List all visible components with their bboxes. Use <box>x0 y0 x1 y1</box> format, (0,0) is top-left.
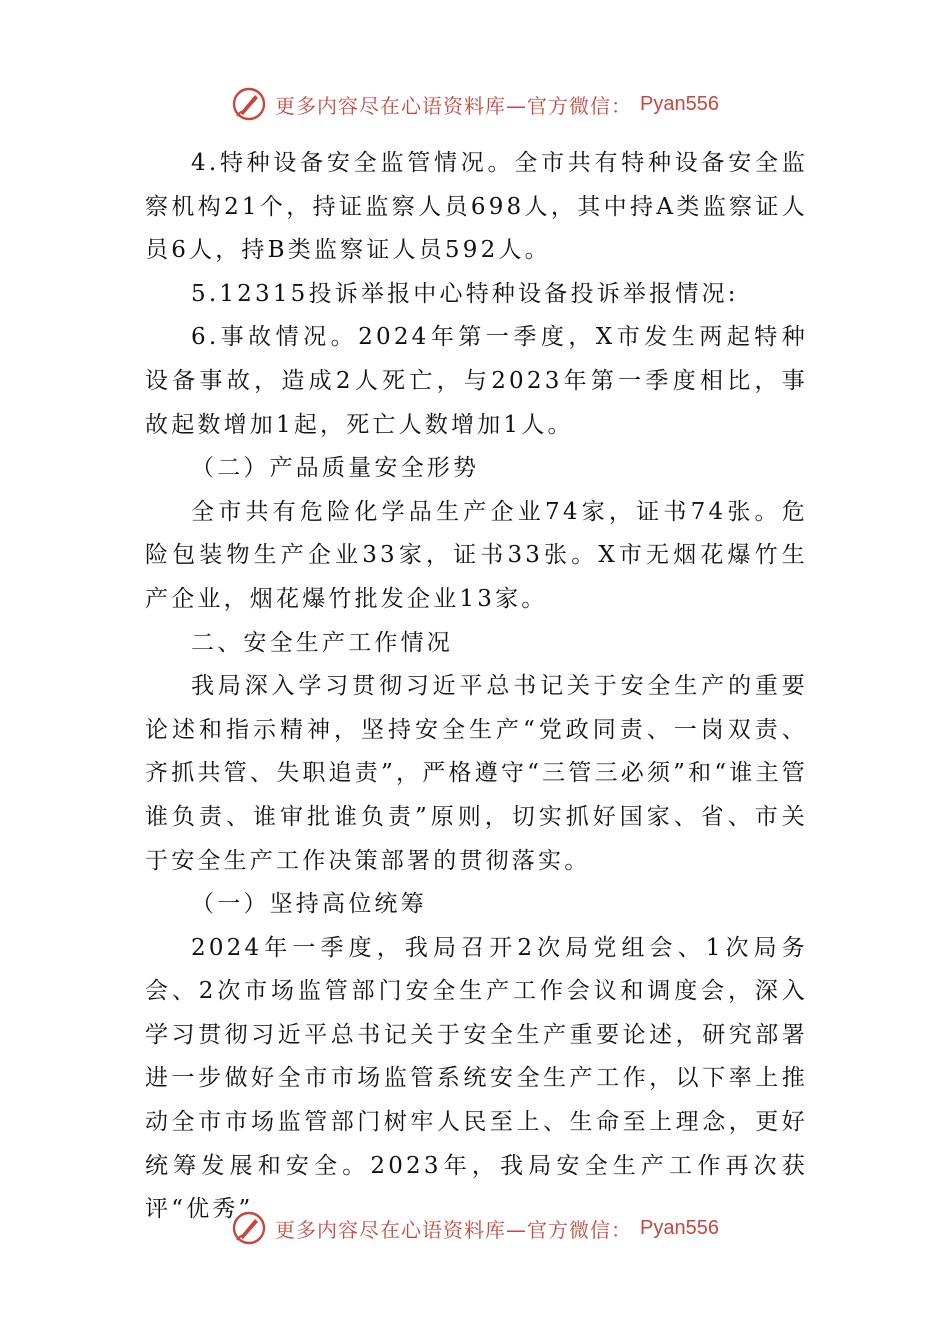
section-heading-coordination: （一）坚持高位统筹 <box>191 891 427 918</box>
paragraph-meetings: 2024年一季度，我局召开2次局党组会、1次局务会、2次市场监管部门安全生产工作会议和调度会，深入学习贯彻习近平总书记关于安全生产重要论述，研究部署进一步做好全市市场监管系统安全生产工作，以下率上推动全市市场监管部门树牢人民至上、生命至上理念，更好统筹发展和安全。2023年，我局安全生产工作再次获评“优秀” <box>145 934 808 1223</box>
document-body <box>145 142 808 1232</box>
paragraph-complaints: 5.12315投诉举报中心特种设备投诉举报情况: <box>191 280 739 307</box>
section-heading-product-quality: （二）产品质量安全形势 <box>191 455 480 482</box>
quill-logo-icon <box>231 1210 267 1246</box>
watermark-text: 更多内容尽在心语资料库—官方微信： <box>275 93 633 118</box>
paragraph-study-implementation: 我局深入学习贯彻习近平总书记关于安全生产的重要论述和指示精神，坚持安全生产“党政同责、一岗双责、齐抓共管、失职追责”，严格遵守“三管三必须”和“谁主管谁负责、谁审批谁负责”原则，切实抓好国家、省、市关于安全生产工作决策部署的贯彻落实。 <box>145 673 808 874</box>
watermark-header <box>0 84 950 124</box>
paragraph-accidents: 6.事故情况。2024年第一季度，X市发生两起特种设备事故，造成2人死亡，与2023年第一季度相比，事故起数增加1起，死亡人数增加1人。 <box>145 324 808 438</box>
watermark-text: 更多内容尽在心语资料库—官方微信： <box>275 1217 633 1242</box>
section-heading-work-status: 二、安全生产工作情况 <box>191 629 453 656</box>
paragraph-chemicals: 全市共有危险化学品生产企业74家，证书74张。危险包装物生产企业33家，证书33张。X市无烟花爆竹生产企业，烟花爆竹批发企业13家。 <box>145 498 808 612</box>
quill-logo-icon <box>231 86 267 122</box>
watermark-handle: Pyan556 <box>640 1216 719 1239</box>
watermark-footer <box>0 1208 950 1248</box>
paragraph-special-equipment: 4.特种设备安全监管情况。全市共有特种设备安全监察机构21个，持证监察人员698人，其中持A类监察证人员6人，持B类监察证人员592人。 <box>145 150 808 264</box>
watermark-handle: Pyan556 <box>640 92 719 115</box>
